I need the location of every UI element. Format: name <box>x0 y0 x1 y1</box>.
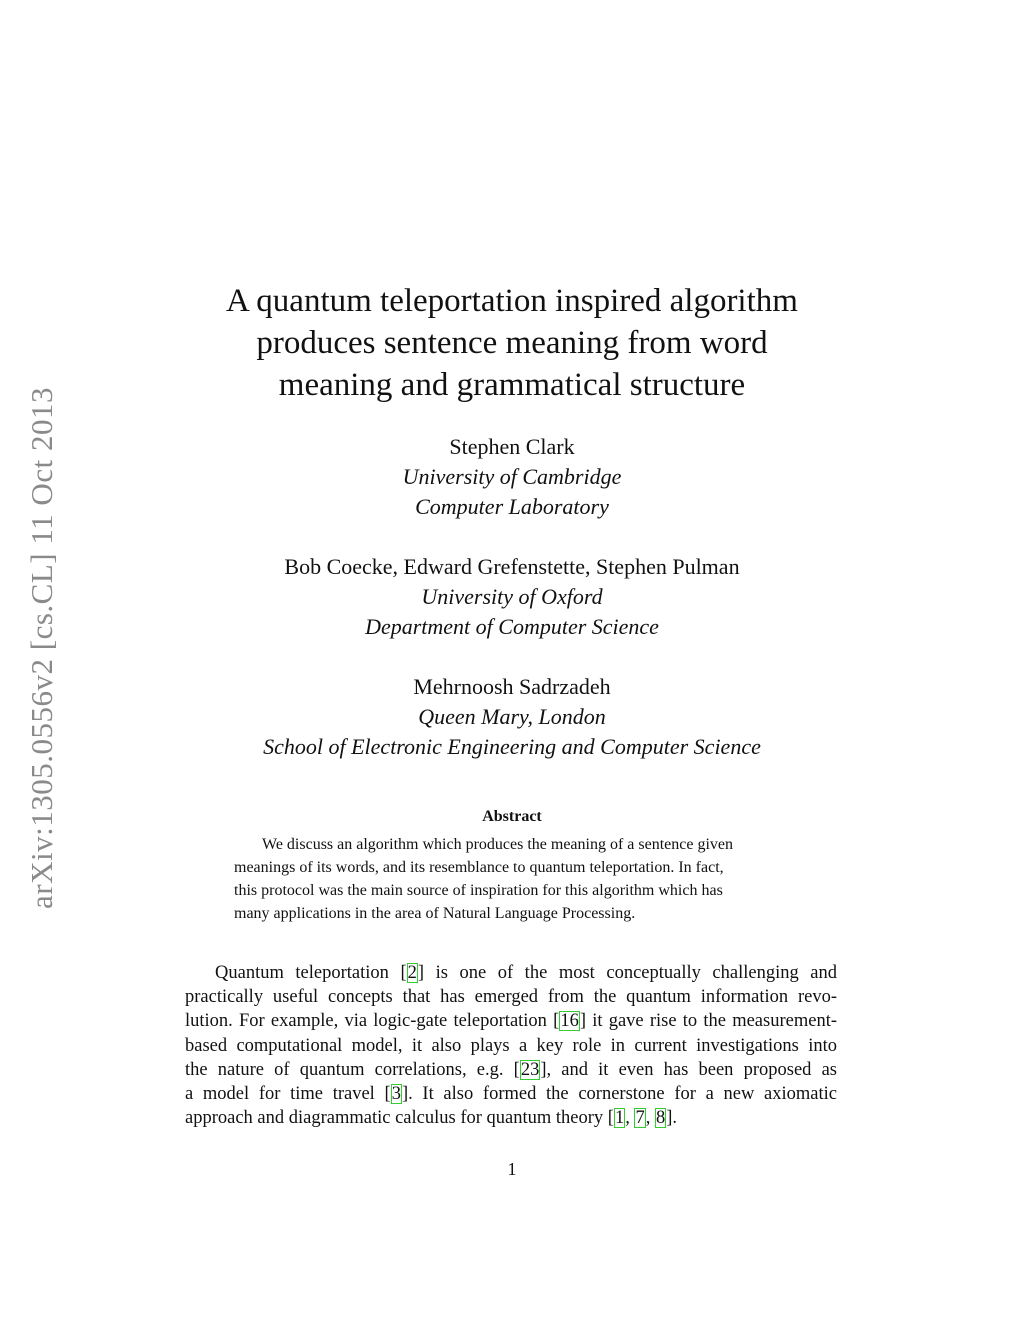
citation-link[interactable]: 2 <box>407 963 417 983</box>
author-affiliation: University of Cambridge <box>402 464 622 489</box>
citation-link[interactable]: 8 <box>655 1108 666 1129</box>
text-run: ]. It also formed the cornerstone for a new axiomatic <box>401 1084 837 1105</box>
text-run: ], and it even has been proposed as <box>540 1059 838 1080</box>
body-line <box>185 1009 837 1033</box>
text-run: ]. <box>666 1108 677 1129</box>
title-line: meaning and grammatical structure <box>278 367 746 403</box>
abstract-line: this protocol was the main source of inspiration for this algorithm which has <box>234 882 723 899</box>
body-line <box>185 1082 837 1106</box>
author-department: Department of Computer Science <box>365 614 659 639</box>
body-paragraph <box>185 961 837 1130</box>
title-line: produces sentence meaning from word <box>256 325 768 361</box>
author-block <box>180 672 844 762</box>
author-department: School of Electronic Engineering and Computer Science <box>263 734 761 759</box>
abstract-line: meanings of its words, and its resemblance to quantum teleportation. In fact, <box>234 859 724 876</box>
text-run: a model for time travel [ <box>185 1084 391 1105</box>
paper-title <box>180 280 844 406</box>
citation-link[interactable]: 16 <box>560 1011 579 1032</box>
body-line: practically useful concepts that has emerged from the quantum information revo- <box>185 987 837 1008</box>
text-run: the nature of quantum correlations, e.g. [ <box>185 1059 520 1080</box>
abstract-text <box>234 833 794 925</box>
citation-link[interactable]: 23 <box>520 1059 540 1080</box>
page-number: 1 <box>507 1159 517 1179</box>
arxiv-identifier-stamp: arXiv:1305.0556v2 [cs.CL] 11 Oct 2013 <box>24 387 59 909</box>
text-run: lution. For example, via logic-gate teleportation [ <box>185 1011 560 1032</box>
author-affiliation: University of Oxford <box>421 584 603 609</box>
text-run: ] is one of the most conceptually challenging and <box>417 963 837 983</box>
citation-link[interactable]: 1 <box>614 1108 625 1129</box>
body-line <box>185 1058 837 1082</box>
body-line: based computational model, it also plays a key role in current investigations into <box>185 1035 837 1056</box>
title-line: A quantum teleportation inspired algorithm <box>226 283 798 319</box>
text-run: ] it gave rise to the measurement- <box>579 1011 837 1032</box>
abstract-line: many applications in the area of Natural Language Processing. <box>234 905 636 922</box>
author-names: Mehrnoosh Sadrzadeh <box>413 674 611 699</box>
text-run: , <box>645 1108 655 1129</box>
author-affiliation: Queen Mary, London <box>418 704 606 729</box>
citation-link[interactable]: 7 <box>635 1108 645 1129</box>
abstract-heading: Abstract <box>482 808 542 825</box>
author-block <box>180 432 844 522</box>
text-run: Quantum teleportation [ <box>215 963 407 983</box>
text-run: approach and diagrammatic calculus for quantum theory [ <box>185 1108 614 1129</box>
body-line <box>185 961 837 985</box>
author-department: Computer Laboratory <box>415 494 609 519</box>
author-names: Stephen Clark <box>449 434 575 459</box>
citation-link[interactable]: 3 <box>391 1084 401 1105</box>
body-line <box>185 1106 837 1130</box>
abstract-line: We discuss an algorithm which produces the meaning of a sentence given <box>262 836 734 853</box>
author-names: Bob Coecke, Edward Grefenstette, Stephen Pulman <box>284 554 740 579</box>
text-run: , <box>625 1108 635 1129</box>
author-block <box>180 552 844 642</box>
